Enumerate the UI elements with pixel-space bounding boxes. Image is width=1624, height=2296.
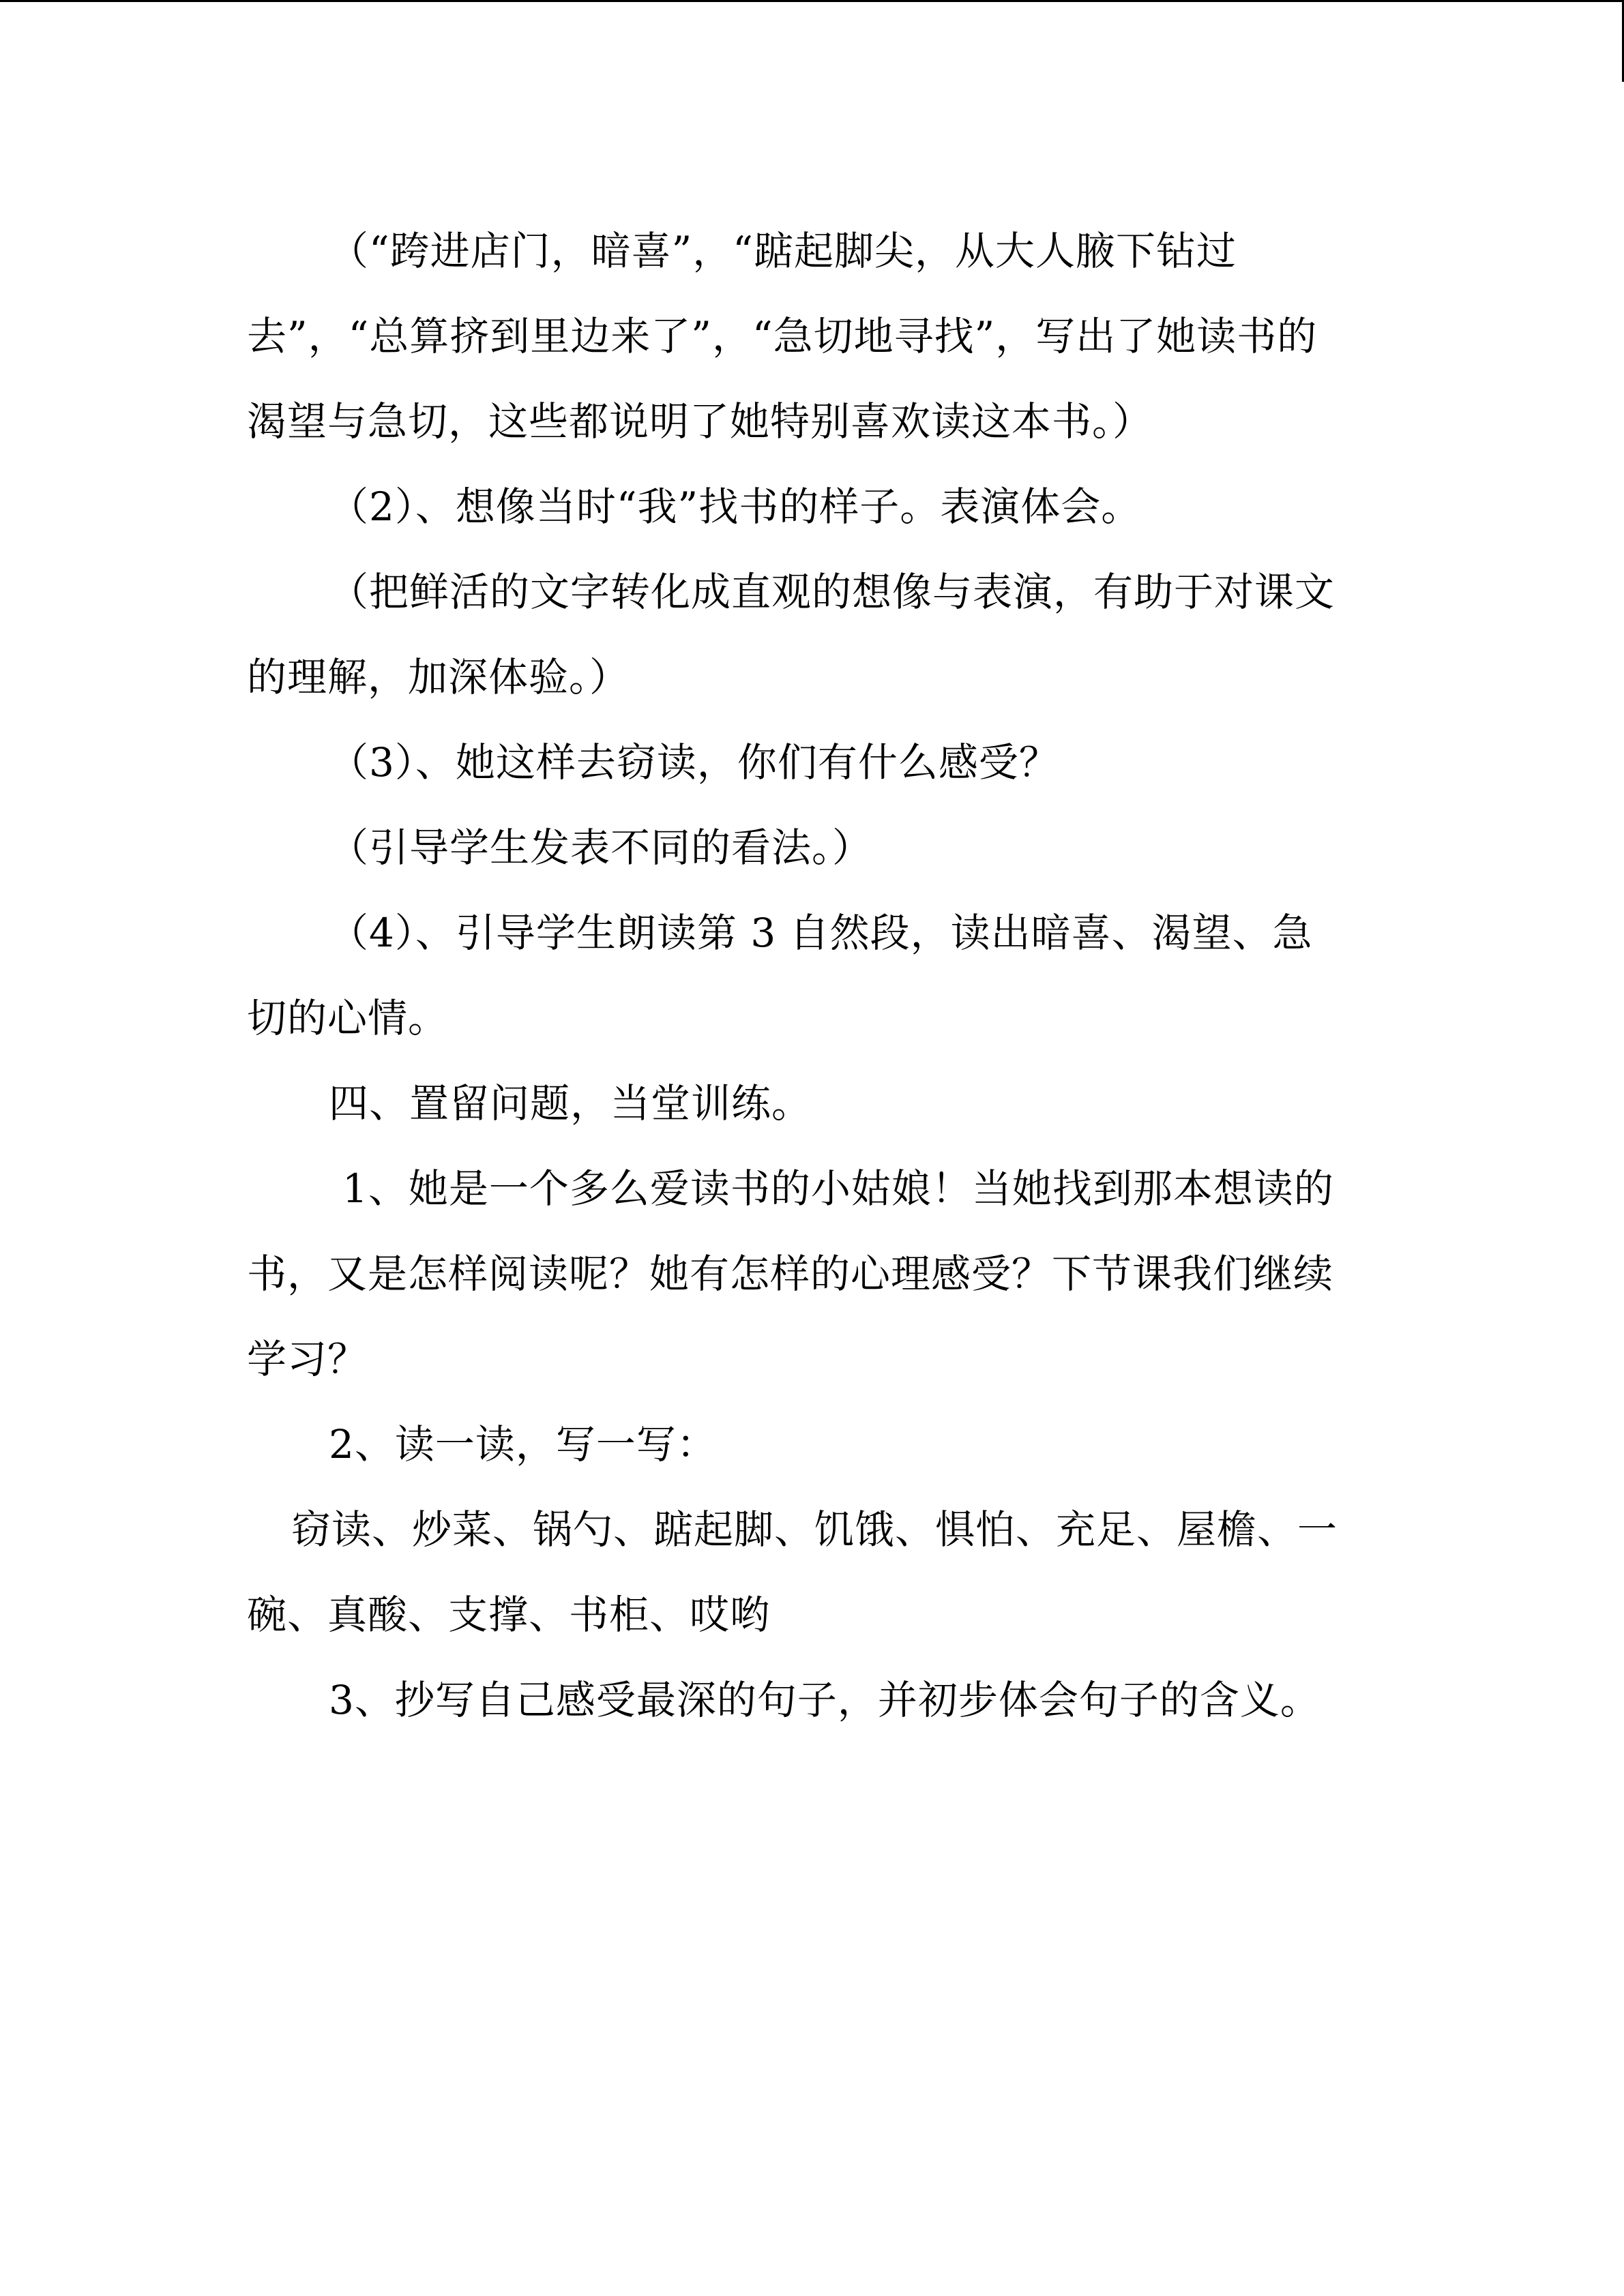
section-heading-four: 四、置留问题，当堂训练。 (329, 1080, 812, 1127)
paragraph-step-2-note: （把鲜活的文字转化成直观的想像与表演，有助于对课文的理解，加深体验。） (247, 569, 1335, 700)
paragraph-analysis-note: （“跨进店门，暗喜”，“踮起脚尖，从大人腋下钻过去”，“总算挤到里边来了”，“急切地寻找”，写出了她读书的渴望与急切，这些都说明了她特别喜欢读这本书。） (247, 228, 1318, 445)
exercise-2: 2、读一读，写一写： (329, 1421, 717, 1467)
exercise-3: 3、抄写自己感受最深的句子，并初步体会句子的含义。 (329, 1677, 1320, 1723)
paragraph-step-2: （2）、想像当时“我”找书的样子。表演体会。 (329, 483, 1142, 530)
paragraph-step-3: （3）、她这样去窃读，你们有什么感受？ (329, 739, 1059, 786)
paragraph-step-3-note: （引导学生发表不同的看法。） (329, 824, 873, 871)
document-body (247, 209, 1338, 1743)
exercise-1: 1、她是一个多么爱读书的小姑娘！当她找到那本想读的书，又是怎样阅读呢？她有怎样的心理感受？下节课我们继续学习？ (247, 1165, 1334, 1382)
paragraph-step-4: （4）、引导学生朗读第 3 自然段，读出暗喜、渴望、急切的心情。 (247, 910, 1313, 1041)
vocabulary-list: 窃读、炒菜、锅勺、踮起脚、饥饿、惧怕、充足、屋檐、一碗、真酸、支撑、书柜、哎哟 (247, 1506, 1338, 1638)
page-top-border (0, 0, 1624, 2)
